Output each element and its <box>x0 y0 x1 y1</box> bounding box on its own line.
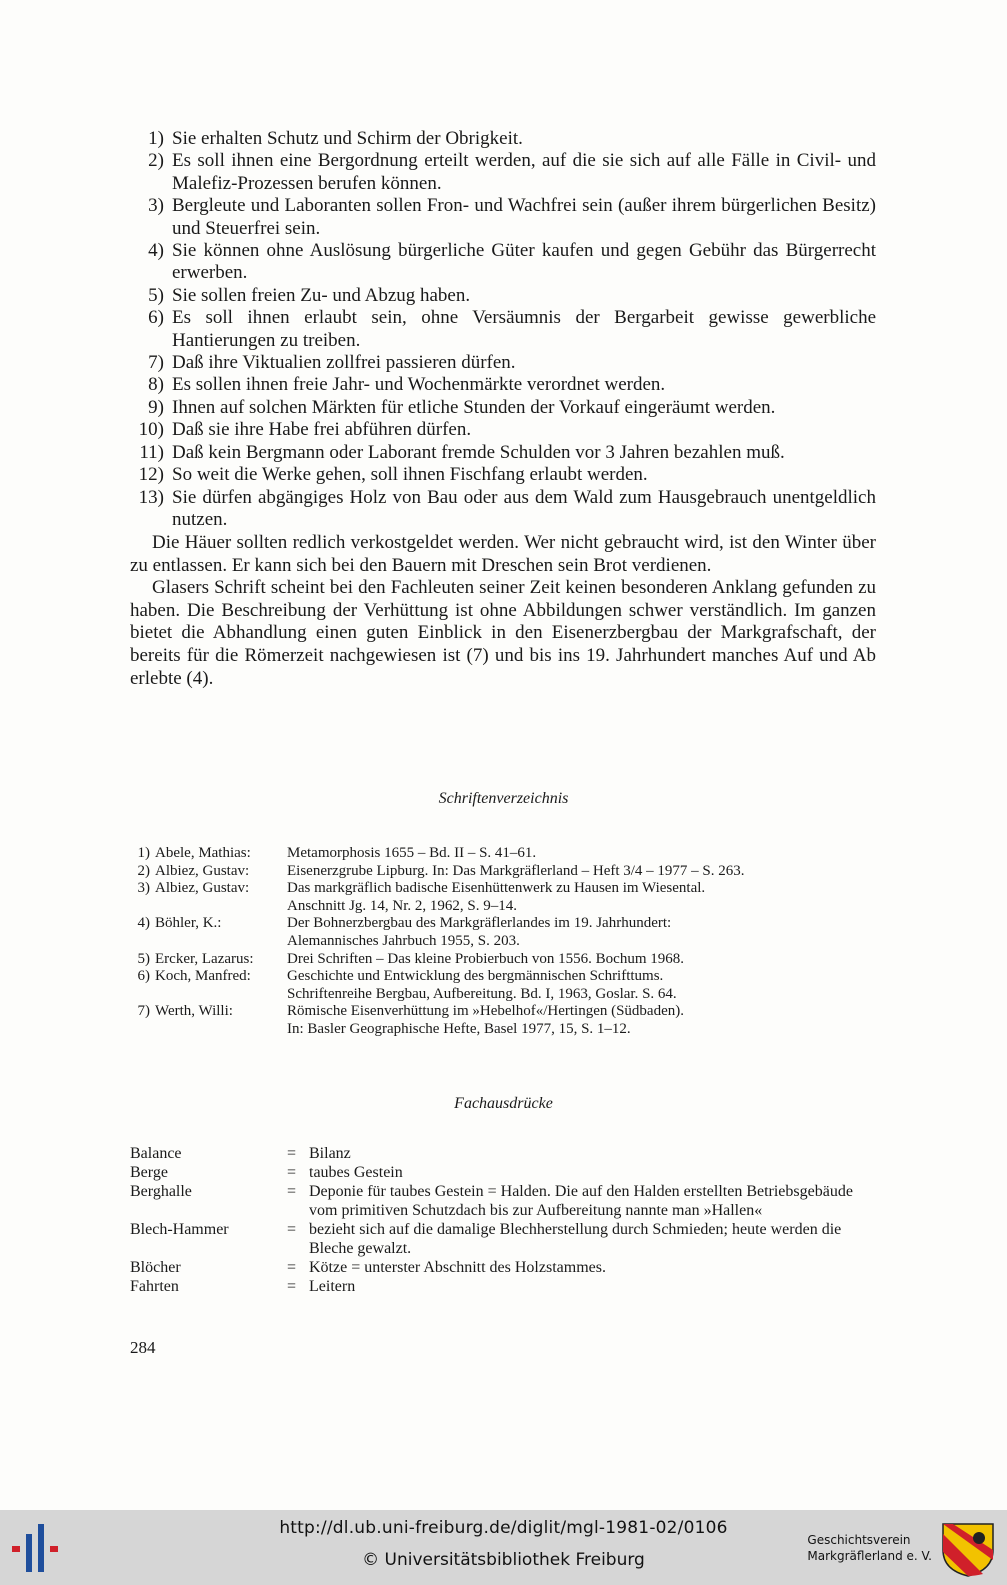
glossary-term: Balance <box>130 1145 182 1162</box>
society-line: Markgräflerland e. V. <box>807 1549 932 1563</box>
body-paragraphs <box>130 532 876 690</box>
terms-heading: Fachausdrücke <box>454 1095 553 1112</box>
references-list <box>130 845 890 1039</box>
reference-line: Alemannisches Jahrbuch 1955, S. 203. <box>287 932 520 949</box>
list-item-text: Daß sie ihre Habe frei abführen dürfen. <box>172 419 472 441</box>
reference-author: Ercker, Lazarus: <box>155 950 254 967</box>
reference-entry <box>130 915 890 950</box>
reference-author: Albiez, Gustav: <box>155 880 250 897</box>
reference-line: Der Bohnerzbergbau des Markgräflerlandes im 19. Jahrhundert: <box>287 915 672 932</box>
list-item <box>128 150 876 195</box>
reference-line: Das markgräflich badische Eisenhüttenwerk zu Hausen im Wiesental. <box>287 880 706 897</box>
list-item <box>128 128 876 150</box>
glossary-definition: Kötze = unterster Abschnitt des Holzstammes. <box>309 1259 606 1276</box>
page-number: 284 <box>130 1338 156 1357</box>
list-item-number: 11) <box>139 441 164 463</box>
reference-number: 2) <box>137 862 150 879</box>
references-heading: Schriftenverzeichnis <box>438 790 569 807</box>
list-item-number: 12) <box>138 464 164 486</box>
reference-entry <box>130 968 890 1003</box>
list-item-text: So weit die Werke gehen, soll ihnen Fischfang erlaubt werden. <box>172 464 648 486</box>
reference-line: In: Basler Geographische Hefte, Basel 1977, 15, S. 1–12. <box>287 1020 631 1037</box>
glossary-entry <box>130 1182 860 1220</box>
glossary-entry <box>130 1277 860 1296</box>
glossary-equals: = <box>287 1145 297 1162</box>
list-item <box>128 195 876 240</box>
reference-body <box>287 880 890 915</box>
list-item <box>128 419 876 441</box>
reference-body <box>287 863 890 881</box>
reference-number: 6) <box>137 968 150 985</box>
list-item-number: 9) <box>148 396 164 418</box>
list-item-text: Bergleute und Laboranten sollen Fron- und Wachfrei sein (außer ihrem bürgerlichen Besitz) und Steuerfrei sein. <box>172 195 876 239</box>
source-url[interactable]: http://dl.ub.uni-freiburg.de/diglit/mgl-1981-02/0106 <box>279 1518 728 1538</box>
list-item <box>128 374 876 396</box>
list-item-number: 10) <box>138 419 164 441</box>
glossary-term: Blech-Hammer <box>130 1221 229 1238</box>
glossary-definition: Leitern <box>309 1278 356 1295</box>
reference-line: Metamorphosis 1655 – Bd. II – S. 41–61. <box>287 845 537 861</box>
list-item <box>128 464 876 486</box>
list-item-text: Sie erhalten Schutz und Schirm der Obrigkeit. <box>172 128 523 149</box>
reference-entry <box>130 1003 890 1038</box>
privileges-list <box>128 128 876 531</box>
reference-entry <box>130 863 890 881</box>
society-name <box>807 1532 932 1564</box>
society-crest-icon <box>939 1520 997 1578</box>
list-item-text: Es sollen ihnen freie Jahr- und Wochenmärkte verordnet werden. <box>172 374 666 396</box>
list-item <box>128 487 876 532</box>
glossary-entry <box>130 1163 860 1182</box>
footer-bar <box>0 1510 1007 1585</box>
glossary-entry <box>130 1220 860 1258</box>
reference-author: Werth, Willi: <box>155 1003 233 1020</box>
list-item-text: Daß ihre Viktualien zollfrei passieren dürfen. <box>172 352 516 374</box>
reference-body <box>287 951 890 969</box>
reference-number: 7) <box>137 1003 150 1020</box>
paragraph: Glasers Schrift scheint bei den Fachleuten seiner Zeit keinen besonderen Anklang gefunden zu haben. Die Beschreibung der Verhüttung ist ohne Abbildungen schwer verständlich. Im ganzen bietet die Abhandlung einen guten Einblick in den Eisenerzbergbau der Markgrafschaft, der bereits für die Römerzeit nachgewiesen ist (7) und bis ins 19. Jahrhundert manches Auf und Ab erlebte (4). <box>130 577 876 689</box>
reference-author: Böhler, K.: <box>155 915 222 932</box>
reference-number: 3) <box>137 880 150 897</box>
glossary-term: Berghalle <box>130 1183 192 1200</box>
list-item-text: Sie können ohne Auslösung bürgerliche Güter kaufen und gegen Gebühr das Bürgerrecht erwerben. <box>172 240 876 284</box>
list-item-number: 1) <box>148 128 164 149</box>
glossary-entry <box>130 1144 860 1163</box>
copyright-text: © Universitätsbibliothek Freiburg <box>362 1550 645 1570</box>
list-item-number: 4) <box>148 240 164 262</box>
list-item-number: 6) <box>148 307 164 329</box>
list-item-text: Sie sollen freien Zu- und Abzug haben. <box>172 284 471 306</box>
reference-body <box>287 845 890 863</box>
reference-entry <box>130 880 890 915</box>
list-item-number: 5) <box>148 284 164 306</box>
glossary-definition: taubes Gestein <box>309 1164 403 1181</box>
list-item-text: Es soll ihnen eine Bergordnung erteilt werden, auf die sie sich auf alle Fälle in Civil- und Malefiz-Prozessen berufen können. <box>172 150 876 194</box>
reference-number: 1) <box>137 845 150 861</box>
list-item <box>128 442 876 464</box>
reference-entry <box>130 845 890 863</box>
reference-author: Koch, Manfred: <box>155 968 251 985</box>
reference-line: Anschnitt Jg. 14, Nr. 2, 1962, S. 9–14. <box>287 897 518 914</box>
glossary-term: Berge <box>130 1164 168 1181</box>
list-item-number: 7) <box>148 352 164 374</box>
reference-body <box>287 1003 890 1038</box>
reference-line: Drei Schriften – Das kleine Probierbuch von 1556. Bochum 1968. <box>287 950 685 967</box>
list-item <box>128 240 876 285</box>
paragraph: Die Häuer sollten redlich verkostgeldet werden. Wer nicht gebraucht wird, ist den Winter über zu entlassen. Er kann sich bei den Bauern mit Dreschen sein Brot verdienen. <box>130 532 876 576</box>
list-item-text: Sie dürfen abgängiges Holz von Bau oder aus dem Wald zum Hausgebrauch unentgeldlich nutzen. <box>172 486 876 530</box>
reference-line: Geschichte und Entwicklung des bergmännischen Schrifttums. <box>287 968 664 985</box>
reference-line: Römische Eisenverhüttung im »Hebelhof«/Hertingen (Südbaden). <box>287 1003 684 1020</box>
terms-list <box>130 1144 860 1296</box>
list-item <box>128 352 876 374</box>
glossary-equals: = <box>287 1183 297 1200</box>
society-line: Geschichtsverein <box>807 1533 911 1547</box>
reference-author: Albiez, Gustav: <box>155 862 250 879</box>
glossary-equals: = <box>287 1164 297 1181</box>
glossary-equals: = <box>287 1221 297 1238</box>
reference-number: 4) <box>137 915 150 932</box>
glossary-entry <box>130 1258 860 1277</box>
glossary-definition: bezieht sich auf die damalige Blechherstellung durch Schmieden; heute werden die Bleche gewalzt. <box>309 1221 842 1257</box>
list-item-text: Ihnen auf solchen Märkten für etliche Stunden der Vorkauf eingeräumt werden. <box>172 396 776 418</box>
glossary-equals: = <box>287 1259 297 1276</box>
list-item-number: 8) <box>148 374 164 396</box>
list-item-number: 13) <box>138 486 164 508</box>
glossary-definition: Deponie für taubes Gestein = Halden. Die auf den Halden erstellten Betriebsgebäude vom primitiven Schutzdach bis zur Aufbereitung nannte man »Hallen« <box>309 1183 853 1219</box>
reference-body <box>287 968 890 1003</box>
list-item-number: 3) <box>148 195 164 217</box>
list-item-text: Daß kein Bergmann oder Laborant fremde Schulden vor 3 Jahren bezahlen muß. <box>172 441 785 463</box>
reference-line: Schriftenreihe Bergbau, Aufbereitung. Bd. I, 1963, Goslar. S. 64. <box>287 985 677 1002</box>
list-item <box>128 285 876 307</box>
reference-entry <box>130 951 890 969</box>
list-item <box>128 397 876 419</box>
glossary-term: Fahrten <box>130 1278 179 1295</box>
list-item <box>128 307 876 352</box>
glossary-definition: Bilanz <box>309 1145 351 1162</box>
reference-line: Eisenerzgrube Lipburg. In: Das Markgräflerland – Heft 3/4 – 1977 – S. 263. <box>287 862 745 879</box>
list-item-text: Es soll ihnen erlaubt sein, ohne Versäumnis der Bergarbeit gewisse gewerbliche Hantierungen zu treiben. <box>172 307 876 351</box>
glossary-equals: = <box>287 1278 297 1295</box>
list-item-number: 2) <box>148 150 164 172</box>
glossary-term: Blöcher <box>130 1259 181 1276</box>
reference-body <box>287 915 890 950</box>
reference-author: Abele, Mathias: <box>155 845 251 861</box>
reference-number: 5) <box>137 950 150 967</box>
